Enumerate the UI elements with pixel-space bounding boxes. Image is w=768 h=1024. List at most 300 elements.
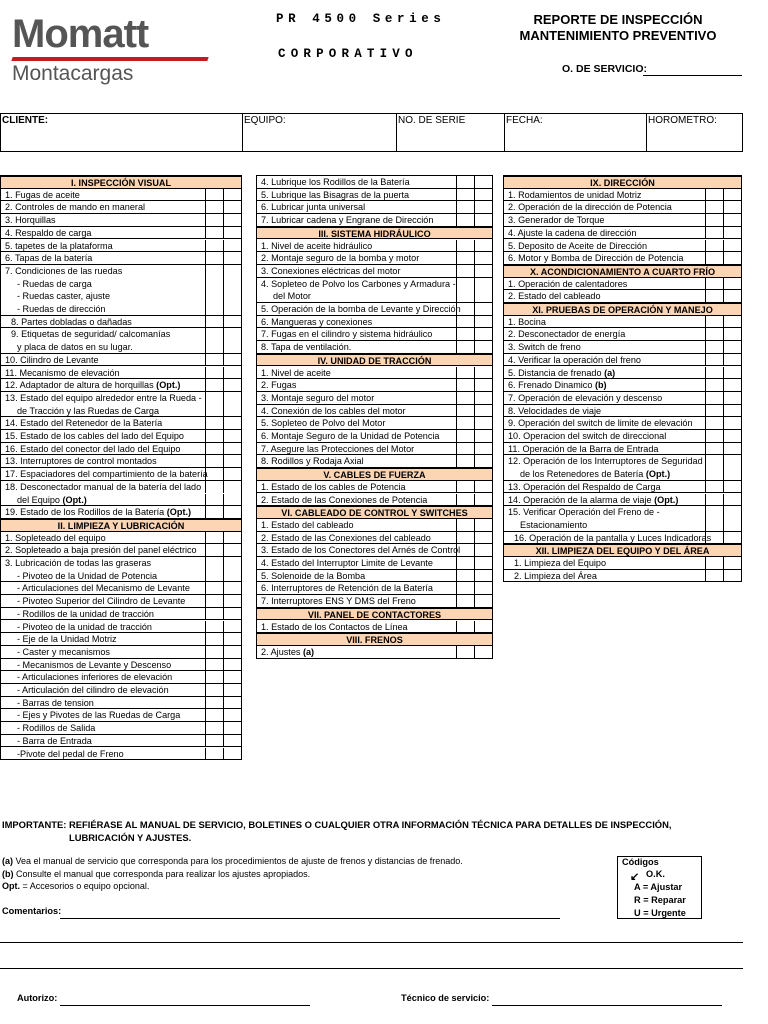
- check-box-status[interactable]: [456, 519, 474, 531]
- checklist-item-label: 6. Montaje Seguro de la Unidad de Potencia: [261, 431, 440, 441]
- check-box-status[interactable]: [205, 316, 223, 328]
- check-box-status[interactable]: [205, 189, 223, 201]
- check-box-code[interactable]: [223, 354, 241, 366]
- check-box-status[interactable]: [205, 354, 223, 366]
- check-box-status[interactable]: [456, 379, 474, 391]
- check-box-status[interactable]: [705, 570, 723, 582]
- check-box-status[interactable]: [705, 417, 723, 429]
- checklist-item: [1, 278, 241, 291]
- checklist-item-label: 7. Lubricar cadena y Engrane de Dirección: [261, 215, 434, 226]
- check-box-code[interactable]: [474, 303, 492, 315]
- checklist-item-label: 12. Operación de los Interruptores de Seguridad: [508, 456, 703, 467]
- checklist-item-label: 4. Verificar la operación del freno: [508, 354, 641, 365]
- client-field[interactable]: CLIENTE:: [2, 115, 49, 126]
- check-box-status[interactable]: [205, 481, 223, 494]
- check-box-code[interactable]: [223, 735, 241, 747]
- check-box-code[interactable]: [474, 557, 492, 569]
- check-box-code[interactable]: [474, 570, 492, 582]
- check-box-code[interactable]: [474, 240, 492, 252]
- check-box-status[interactable]: [705, 214, 723, 226]
- check-box-status[interactable]: [456, 557, 474, 569]
- check-box-status[interactable]: [205, 252, 223, 264]
- check-box-code[interactable]: [223, 316, 241, 328]
- checklist-item-label: 7. Asegure las Protecciones del Motor: [261, 443, 415, 454]
- check-box-status[interactable]: [456, 341, 474, 353]
- technician-label: Técnico de servicio:: [401, 993, 490, 1003]
- check-box-status[interactable]: [205, 570, 223, 582]
- check-box-code[interactable]: [474, 621, 492, 633]
- checklist-item-note: (Opt.): [654, 494, 679, 505]
- section-title: VI. CABLEADO DE CONTROL Y SWITCHES: [281, 508, 468, 519]
- check-box-code[interactable]: [223, 379, 241, 391]
- check-box-code[interactable]: [474, 430, 492, 442]
- check-box-code[interactable]: [223, 621, 241, 633]
- check-box-code[interactable]: [223, 341, 241, 353]
- check-box-code[interactable]: [723, 506, 741, 519]
- check-box-status[interactable]: [456, 443, 474, 455]
- check-box-status[interactable]: [205, 646, 223, 658]
- checklist-item-label: 2. Fugas: [261, 380, 297, 391]
- check-box-code[interactable]: [723, 354, 741, 366]
- note-b: [2, 868, 463, 881]
- check-box-code[interactable]: [474, 316, 492, 328]
- authorized-signature-field[interactable]: [60, 1005, 310, 1006]
- check-box-code[interactable]: [474, 405, 492, 417]
- check-box-status[interactable]: [705, 430, 723, 442]
- section-title: VIII. FRENOS: [346, 635, 403, 646]
- check-box-status[interactable]: [205, 659, 223, 671]
- check-box-status[interactable]: [205, 735, 223, 747]
- check-box-code[interactable]: [723, 227, 741, 239]
- check-box-code[interactable]: [474, 252, 492, 264]
- check-box-status[interactable]: [705, 367, 723, 379]
- section-header: [257, 633, 492, 646]
- important-line-2: LUBRICACIÓN Y AJUSTES.: [69, 831, 192, 843]
- date-field[interactable]: FECHA:: [504, 114, 646, 151]
- important-notice: [2, 819, 702, 844]
- section-header: [504, 265, 741, 278]
- check-box-code[interactable]: [223, 608, 241, 620]
- check-box-code[interactable]: [723, 532, 741, 544]
- checklist-item-label: 6. Tapas de la batería: [5, 253, 93, 264]
- checklist-item: [257, 290, 492, 303]
- check-box-code[interactable]: [223, 697, 241, 709]
- check-box-code[interactable]: [723, 341, 741, 353]
- check-box-code[interactable]: [223, 455, 241, 467]
- comments-field[interactable]: [60, 918, 560, 919]
- check-box-code[interactable]: [223, 265, 241, 278]
- check-box-code[interactable]: [723, 328, 741, 340]
- check-box-status[interactable]: [205, 328, 223, 341]
- check-box-status[interactable]: [705, 506, 723, 519]
- check-box-status[interactable]: [205, 722, 223, 734]
- check-box-status[interactable]: [705, 532, 723, 544]
- check-box-status[interactable]: [205, 430, 223, 442]
- check-box-code[interactable]: [723, 519, 741, 531]
- check-box-status[interactable]: [705, 468, 723, 480]
- checklist-item-label: 3. Estado de los Conectores del Arnés de Control: [261, 545, 461, 556]
- check-box-status[interactable]: [705, 443, 723, 455]
- check-box-status[interactable]: [205, 367, 223, 379]
- check-box-status[interactable]: [705, 405, 723, 417]
- check-box-code[interactable]: [223, 633, 241, 645]
- check-box-status[interactable]: [456, 595, 474, 607]
- check-box-code[interactable]: [474, 189, 492, 201]
- check-box-code[interactable]: [474, 544, 492, 556]
- check-box-status[interactable]: [705, 379, 723, 391]
- checklist-item: [1, 709, 241, 722]
- check-box-code[interactable]: [474, 443, 492, 455]
- check-box-status[interactable]: [705, 354, 723, 366]
- code-urgent: U = Urgente: [634, 908, 686, 918]
- check-box-status[interactable]: [205, 748, 223, 760]
- checklist-item: [1, 214, 241, 227]
- checklist-item: [257, 176, 492, 189]
- checklist-item: [1, 494, 241, 507]
- check-box-status[interactable]: [205, 506, 223, 518]
- check-box-status[interactable]: [205, 671, 223, 683]
- section-header: [1, 176, 241, 189]
- check-box-code[interactable]: [474, 290, 492, 302]
- check-box-status[interactable]: [205, 633, 223, 645]
- check-box-code[interactable]: [223, 544, 241, 556]
- check-box-code[interactable]: [223, 494, 241, 506]
- check-box-status[interactable]: [205, 341, 223, 353]
- check-box-status[interactable]: [456, 240, 474, 252]
- check-box-status[interactable]: [456, 417, 474, 429]
- checklist-item: [1, 265, 241, 278]
- check-box-code[interactable]: [474, 214, 492, 226]
- corporate-title: CORPORATIVO: [278, 47, 418, 61]
- check-box-status[interactable]: [705, 481, 723, 493]
- check-box-status[interactable]: [456, 290, 474, 302]
- checklist-item-label: 2. Ajustes (a): [261, 646, 315, 657]
- check-box-status[interactable]: [205, 443, 223, 455]
- equipment-field[interactable]: EQUIPO:: [242, 114, 396, 151]
- check-box-status[interactable]: [705, 328, 723, 340]
- check-box-status[interactable]: [705, 341, 723, 353]
- checklist-item: [504, 354, 741, 367]
- section-title: XII. LIMPIEZA DEL EQUIPO Y DEL ÁREA: [535, 546, 710, 557]
- checklist-item-label: 1. Limpieza del Equipo: [514, 558, 607, 568]
- check-box-code[interactable]: [223, 240, 241, 252]
- check-box-code[interactable]: [474, 201, 492, 213]
- check-box-code[interactable]: [223, 214, 241, 226]
- check-box-code[interactable]: [723, 430, 741, 442]
- check-box-code[interactable]: [723, 468, 741, 480]
- check-box-status[interactable]: [456, 646, 474, 658]
- checklist-item: [1, 557, 241, 570]
- check-box-status[interactable]: [456, 621, 474, 633]
- check-box-code[interactable]: [723, 557, 741, 569]
- check-box-status[interactable]: [205, 684, 223, 696]
- check-box-code[interactable]: [474, 265, 492, 277]
- check-box-code[interactable]: [723, 405, 741, 417]
- check-box-code[interactable]: [723, 278, 741, 290]
- checklist-item-label: 7. Condiciones de las ruedas: [5, 265, 123, 276]
- checklist-item: [257, 265, 492, 278]
- check-box-status[interactable]: [705, 519, 723, 531]
- checklist-item: [504, 290, 741, 303]
- note-opt: [2, 880, 463, 893]
- checklist-column-left: [0, 175, 242, 760]
- check-box-status[interactable]: [205, 379, 223, 391]
- checklist-item-label: 4. Ajuste la cadena de dirección: [508, 227, 637, 238]
- check-box-status[interactable]: [205, 709, 223, 721]
- checklist-item-label: 7. Operación de elevación y descenso: [508, 392, 663, 403]
- checklist-item: [504, 379, 741, 392]
- checklist-item: [257, 621, 492, 634]
- check-box-code[interactable]: [223, 417, 241, 429]
- check-box-status[interactable]: [205, 392, 223, 405]
- check-box-code[interactable]: [474, 379, 492, 391]
- check-box-status[interactable]: [205, 697, 223, 709]
- service-order-field[interactable]: [643, 75, 742, 76]
- check-box-code[interactable]: [723, 201, 741, 213]
- check-box-code[interactable]: [723, 443, 741, 455]
- check-box-status[interactable]: [205, 608, 223, 620]
- checklist-item-label: 2. Operación de la dirección de Potencia: [508, 202, 672, 213]
- checklist-item-label: 19. Estado de los Rodillos de la Batería (Opt.): [5, 507, 192, 518]
- hour-meter-field[interactable]: HOROMETRO:: [646, 114, 742, 151]
- check-box-status[interactable]: [205, 455, 223, 467]
- check-box-code[interactable]: [223, 405, 241, 417]
- check-box-status[interactable]: [205, 290, 223, 303]
- checklist-item-label: 2. Estado de las Conexiones del cableado: [261, 532, 431, 543]
- section-title: II. LIMPIEZA Y LUBRICACIÓN: [57, 520, 185, 531]
- checklist-item: [257, 582, 492, 595]
- checklist-item: [1, 417, 241, 430]
- comments-line-2[interactable]: [0, 942, 743, 943]
- section-header: [504, 544, 741, 557]
- check-box-code[interactable]: [474, 341, 492, 353]
- check-box-code[interactable]: [223, 722, 241, 734]
- check-box-code[interactable]: [723, 481, 741, 493]
- check-box-code[interactable]: [474, 646, 492, 658]
- comments-line-3[interactable]: [0, 968, 743, 969]
- check-box-code[interactable]: [223, 278, 241, 291]
- check-box-status[interactable]: [456, 316, 474, 328]
- check-box-code[interactable]: [723, 214, 741, 226]
- check-box-code[interactable]: [223, 303, 241, 315]
- check-box-status[interactable]: [456, 214, 474, 226]
- check-box-status[interactable]: [705, 494, 723, 506]
- check-box-code[interactable]: [223, 189, 241, 201]
- check-box-code[interactable]: [474, 481, 492, 493]
- notes: [2, 855, 463, 893]
- check-box-code[interactable]: [723, 379, 741, 391]
- check-box-status[interactable]: [205, 621, 223, 633]
- check-box-status[interactable]: [705, 240, 723, 252]
- checklist-item-label: 1. Estado de los Contactos de Línea: [261, 621, 408, 632]
- check-box-code[interactable]: [223, 328, 241, 341]
- check-box-status[interactable]: [205, 214, 223, 226]
- checklist-item: [257, 646, 492, 659]
- check-box-status[interactable]: [456, 367, 474, 379]
- check-box-code[interactable]: [223, 532, 241, 544]
- check-box-code[interactable]: [474, 582, 492, 594]
- section-title: III. SISTEMA HIDRÁULICO: [318, 228, 431, 239]
- checklist-item: [257, 405, 492, 418]
- checklist-item-label: 1. Nivel de aceite hidráulico: [261, 240, 373, 251]
- check-box-status[interactable]: [456, 481, 474, 493]
- check-box-status[interactable]: [456, 494, 474, 506]
- check-box-code[interactable]: [723, 392, 741, 404]
- check-box-code[interactable]: [223, 201, 241, 213]
- checklist-item-label: 4. Sopleteo de Polvo los Carbones y Armadura -: [261, 278, 456, 289]
- check-box-code[interactable]: [474, 417, 492, 429]
- check-box-status[interactable]: [205, 265, 223, 278]
- check-box-code[interactable]: [723, 252, 741, 264]
- check-box-code[interactable]: [723, 367, 741, 379]
- checklist-item: [257, 214, 492, 227]
- check-box-code[interactable]: [474, 455, 492, 467]
- checklist-item-label: 13. Estado del equipo alrededor entre la Rueda -: [5, 392, 202, 403]
- checklist-item-label: 9. Etiquetas de seguridad/ calcomanías: [11, 329, 171, 340]
- check-box-status[interactable]: [205, 227, 223, 239]
- checklist-item-label: 9. Operación del switch de limite de elevación: [508, 418, 693, 429]
- check-box-code[interactable]: [223, 468, 241, 480]
- check-box-code[interactable]: [723, 316, 741, 328]
- checklist-item-label: - Ejes y Pivotes de las Ruedas de Carga: [17, 710, 181, 721]
- check-box-status[interactable]: [456, 570, 474, 582]
- check-box-code[interactable]: [223, 570, 241, 582]
- section-title: XI. PRUEBAS DE OPERACIÓN Y MANEJO: [532, 305, 713, 315]
- check-box-code[interactable]: [474, 392, 492, 404]
- check-box-status[interactable]: [205, 405, 223, 417]
- checklist-item-label: 5. Sopleteo de Polvo del Motor: [261, 418, 386, 429]
- check-box-status[interactable]: [705, 455, 723, 468]
- check-box-code[interactable]: [223, 684, 241, 696]
- check-box-code[interactable]: [723, 240, 741, 252]
- check-box-code[interactable]: [474, 519, 492, 531]
- code-repair: R = Reparar: [634, 895, 686, 905]
- check-box-code[interactable]: [223, 443, 241, 455]
- check-box-code[interactable]: [723, 189, 741, 201]
- section-title: IX. DIRECCIÓN: [590, 178, 655, 188]
- check-box-status[interactable]: [205, 278, 223, 291]
- check-box-status[interactable]: [456, 189, 474, 201]
- check-box-code[interactable]: [474, 595, 492, 607]
- checklist-item-label: - Articulaciones inferiores de elevación: [17, 672, 173, 683]
- check-box-status[interactable]: [456, 303, 474, 315]
- checklist-item: [257, 316, 492, 329]
- check-box-code[interactable]: [723, 290, 741, 302]
- checklist-item-label: del Motor: [273, 291, 311, 302]
- check-box-code[interactable]: [223, 595, 241, 607]
- check-box-code[interactable]: [223, 646, 241, 658]
- check-box-status[interactable]: [705, 392, 723, 404]
- check-box-status[interactable]: [705, 189, 723, 201]
- technician-signature-field[interactable]: [492, 1005, 722, 1006]
- check-box-status[interactable]: [205, 417, 223, 429]
- check-box-status[interactable]: [456, 176, 474, 188]
- check-box-status[interactable]: [205, 240, 223, 252]
- check-box-status[interactable]: [205, 532, 223, 544]
- check-box-status[interactable]: [456, 278, 474, 291]
- check-box-status[interactable]: [705, 557, 723, 569]
- checklist-item-label: 1. Rodamientos de unidad Motriz: [508, 189, 642, 200]
- serial-number-field[interactable]: NO. DE SERIE: [396, 114, 504, 151]
- check-box-status[interactable]: [205, 468, 223, 480]
- check-box-status[interactable]: [205, 544, 223, 556]
- checklist-item-label: 10. Operacion del switch de direccional: [508, 431, 667, 441]
- check-box-code[interactable]: [474, 367, 492, 379]
- check-box-code[interactable]: [223, 557, 241, 570]
- checklist-item-label: 4. Respaldo de carga: [5, 227, 92, 238]
- check-box-status[interactable]: [705, 252, 723, 264]
- check-box-code[interactable]: [223, 748, 241, 760]
- checklist-item-label: 10. Cilindro de Levante: [5, 354, 99, 365]
- check-box-code[interactable]: [223, 227, 241, 239]
- check-box-code[interactable]: [223, 481, 241, 494]
- check-box-status[interactable]: [456, 430, 474, 442]
- checklist-item-label: 11. Operación de la Barra de Entrada: [508, 443, 659, 454]
- check-box-code[interactable]: [723, 417, 741, 429]
- checklist-item: [504, 468, 741, 481]
- check-box-code[interactable]: [474, 328, 492, 340]
- check-box-status[interactable]: [705, 201, 723, 213]
- check-box-code[interactable]: [474, 278, 492, 291]
- check-box-code[interactable]: [223, 659, 241, 671]
- check-box-code[interactable]: [723, 455, 741, 468]
- check-box-code[interactable]: [223, 582, 241, 594]
- check-box-code[interactable]: [223, 367, 241, 379]
- check-box-code[interactable]: [223, 709, 241, 721]
- check-box-status[interactable]: [456, 582, 474, 594]
- check-box-status[interactable]: [205, 303, 223, 315]
- check-box-code[interactable]: [474, 494, 492, 506]
- check-box-status[interactable]: [456, 328, 474, 340]
- checklist-item: [1, 684, 241, 697]
- checklist-item-label: y placa de datos en su lugar.: [17, 342, 133, 353]
- checklist-item: [257, 252, 492, 265]
- checklist-item: [257, 595, 492, 608]
- check-box-code[interactable]: [223, 252, 241, 264]
- check-box-code[interactable]: [223, 290, 241, 303]
- check-box-code[interactable]: [474, 532, 492, 544]
- check-box-code[interactable]: [723, 494, 741, 506]
- check-box-code[interactable]: [223, 671, 241, 683]
- check-box-code[interactable]: [223, 506, 241, 518]
- check-box-status[interactable]: [456, 252, 474, 264]
- check-box-status[interactable]: [456, 532, 474, 544]
- check-box-status[interactable]: [456, 544, 474, 556]
- check-box-status[interactable]: [456, 392, 474, 404]
- check-box-status[interactable]: [205, 582, 223, 594]
- check-box-code[interactable]: [474, 176, 492, 188]
- check-box-status[interactable]: [205, 201, 223, 213]
- check-box-status[interactable]: [205, 557, 223, 570]
- check-box-status[interactable]: [456, 405, 474, 417]
- check-box-status[interactable]: [705, 278, 723, 290]
- check-box-code[interactable]: [223, 392, 241, 405]
- check-box-status[interactable]: [456, 265, 474, 277]
- check-box-status[interactable]: [705, 227, 723, 239]
- checklist-item: [257, 367, 492, 380]
- check-box-status[interactable]: [705, 316, 723, 328]
- check-box-status[interactable]: [205, 494, 223, 506]
- check-box-status[interactable]: [456, 455, 474, 467]
- check-box-status[interactable]: [205, 595, 223, 607]
- logo-subtitle: Montacargas: [12, 62, 134, 85]
- check-box-status[interactable]: [456, 201, 474, 213]
- check-box-code[interactable]: [223, 430, 241, 442]
- checklist-item: [257, 379, 492, 392]
- codes-legend: [617, 856, 702, 919]
- check-box-status[interactable]: [705, 290, 723, 302]
- check-box-code[interactable]: [723, 570, 741, 582]
